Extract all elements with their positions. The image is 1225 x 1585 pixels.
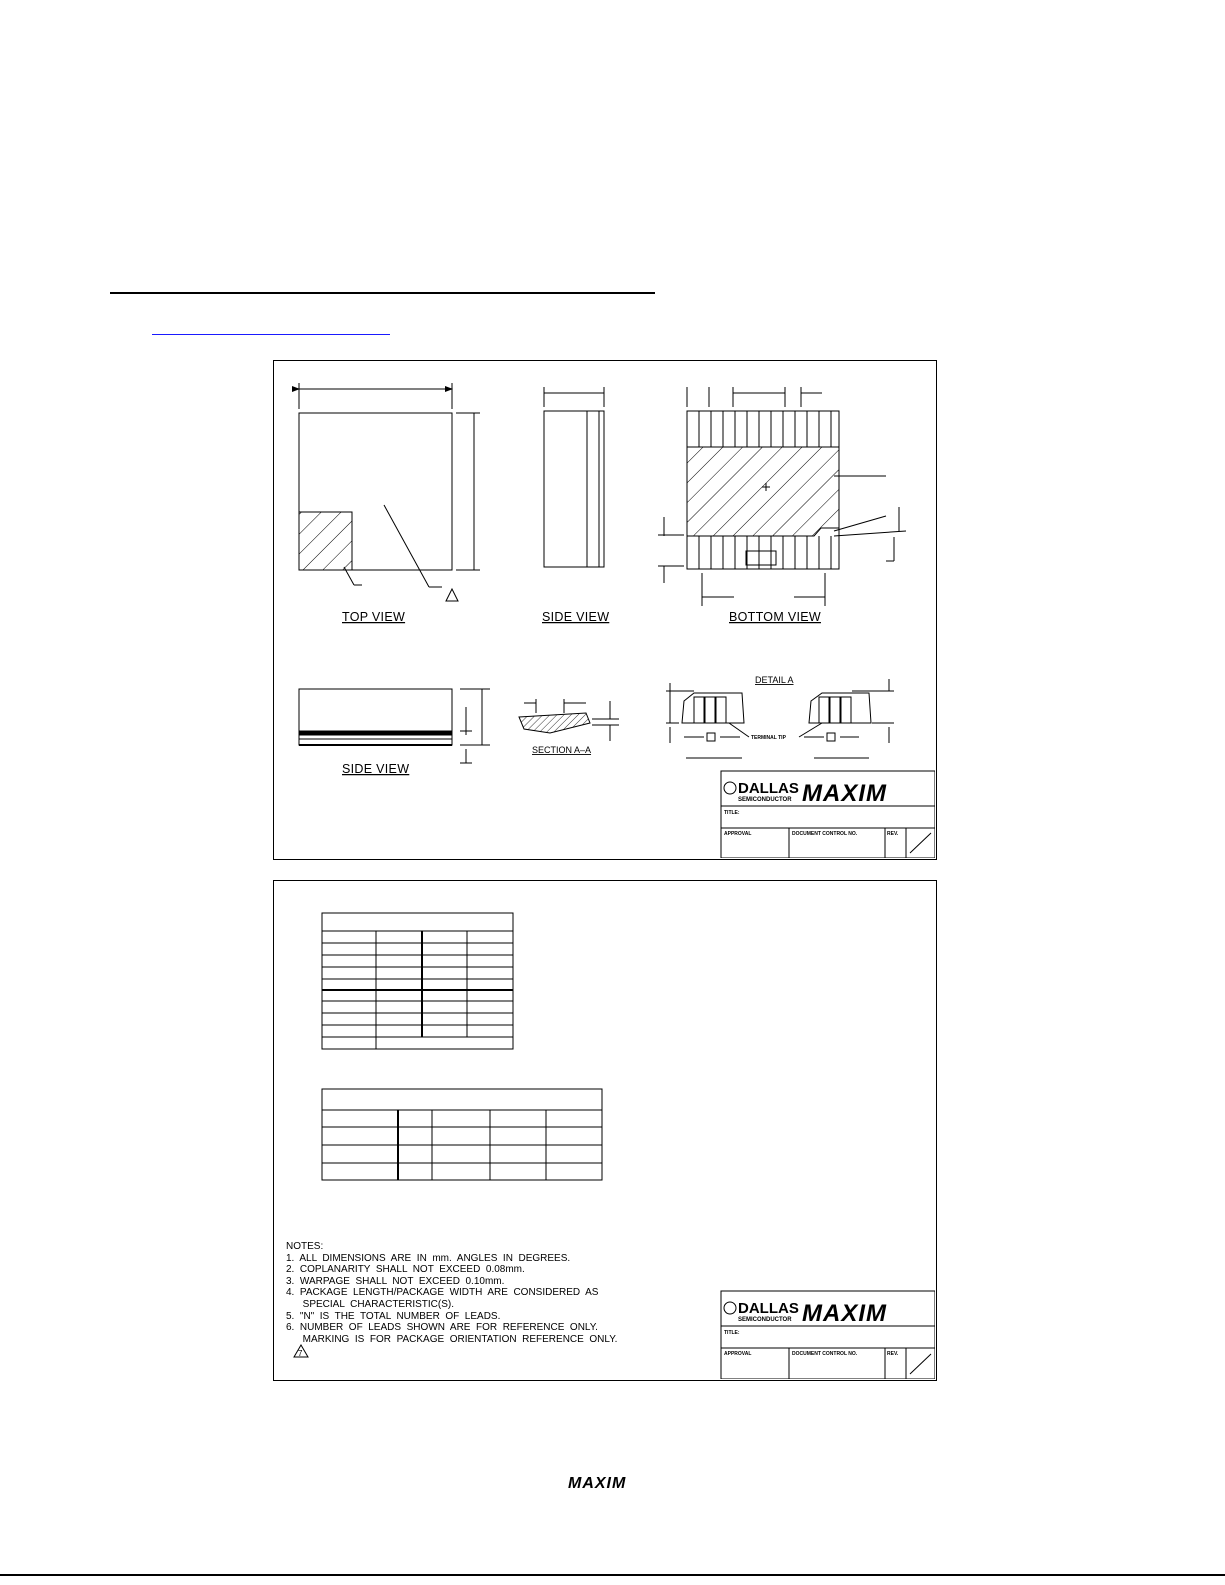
- rev-field-label-2: REV.: [887, 1351, 899, 1357]
- semiconductor-logo-text-2: SEMICONDUCTOR: [738, 1317, 792, 1323]
- maxim-logo-2: MAXIM: [802, 1300, 887, 1327]
- footer-rule: [0, 1574, 1225, 1576]
- bottom-view-label: BOTTOM VIEW: [729, 610, 821, 624]
- note-4: 4. PACKAGE LENGTH/PACKAGE WIDTH ARE CONSIDERED AS: [286, 1287, 599, 1299]
- dimension-table-2: [322, 1089, 602, 1180]
- package-drawing-sheet-1: [273, 360, 937, 860]
- side-view-label-1: SIDE VIEW: [542, 610, 610, 624]
- rev-field-label: REV.: [887, 831, 899, 837]
- approval-field-label-2: APPROVAL: [724, 1351, 752, 1357]
- note-1: 1. ALL DIMENSIONS ARE IN mm. ANGLES IN DEGREES.: [286, 1252, 571, 1264]
- maxim-logo: MAXIM: [802, 780, 887, 807]
- link-underline[interactable]: [152, 334, 390, 335]
- bottom-view: [658, 387, 906, 606]
- section-a-a: [519, 699, 619, 741]
- note-3: 3. WARPAGE SHALL NOT EXCEED 0.10mm.: [286, 1275, 505, 1287]
- terminal-tip-label-1: TERMINAL TIP: [751, 735, 786, 741]
- package-outline-drawing: [274, 361, 935, 858]
- footer-maxim-text: MAXIM: [568, 1475, 627, 1492]
- note-5: 5. "N" IS THE TOTAL NUMBER OF LEADS.: [286, 1310, 501, 1322]
- header-rule: [110, 292, 655, 294]
- title-field-label: TITLE:: [724, 810, 740, 816]
- package-drawing-sheet-2: [273, 880, 937, 1381]
- dallas-logo-text-2: DALLAS: [738, 1300, 799, 1317]
- note-2: 2. COPLANARITY SHALL NOT EXCEED 0.08mm.: [286, 1264, 525, 1276]
- notes-heading: NOTES:: [286, 1241, 324, 1252]
- dimension-table-1: [322, 913, 513, 1049]
- note-6: 6. NUMBER OF LEADS SHOWN ARE FOR REFERENCE ONLY.: [286, 1322, 598, 1334]
- top-view: [299, 383, 480, 601]
- detail-a: [666, 679, 894, 758]
- side-view-vertical: [544, 387, 604, 567]
- title-field-label-2: TITLE:: [724, 1330, 740, 1336]
- drawing-notes: [286, 1241, 617, 1345]
- doc-control-field-label: DOCUMENT CONTROL NO.: [792, 831, 858, 837]
- note-4-cont: SPECIAL CHARACTERISTIC(S).: [286, 1298, 454, 1310]
- top-view-label: TOP VIEW: [342, 610, 406, 624]
- detail-label: DETAIL A: [755, 675, 794, 685]
- side-view-horizontal: [299, 689, 490, 763]
- semiconductor-logo-text: SEMICONDUCTOR: [738, 797, 792, 803]
- footer-maxim-logo: [568, 1473, 648, 1493]
- note-7-marker: 7: [298, 1349, 303, 1358]
- note-7: MARKING IS FOR PACKAGE ORIENTATION REFERENCE ONLY.: [286, 1333, 618, 1345]
- side-view-label-2: SIDE VIEW: [342, 762, 410, 776]
- approval-field-label: APPROVAL: [724, 831, 752, 837]
- section-label: SECTION A–A: [532, 745, 592, 755]
- dallas-logo-text: DALLAS: [738, 780, 799, 797]
- doc-control-field-label-2: DOCUMENT CONTROL NO.: [792, 1351, 858, 1357]
